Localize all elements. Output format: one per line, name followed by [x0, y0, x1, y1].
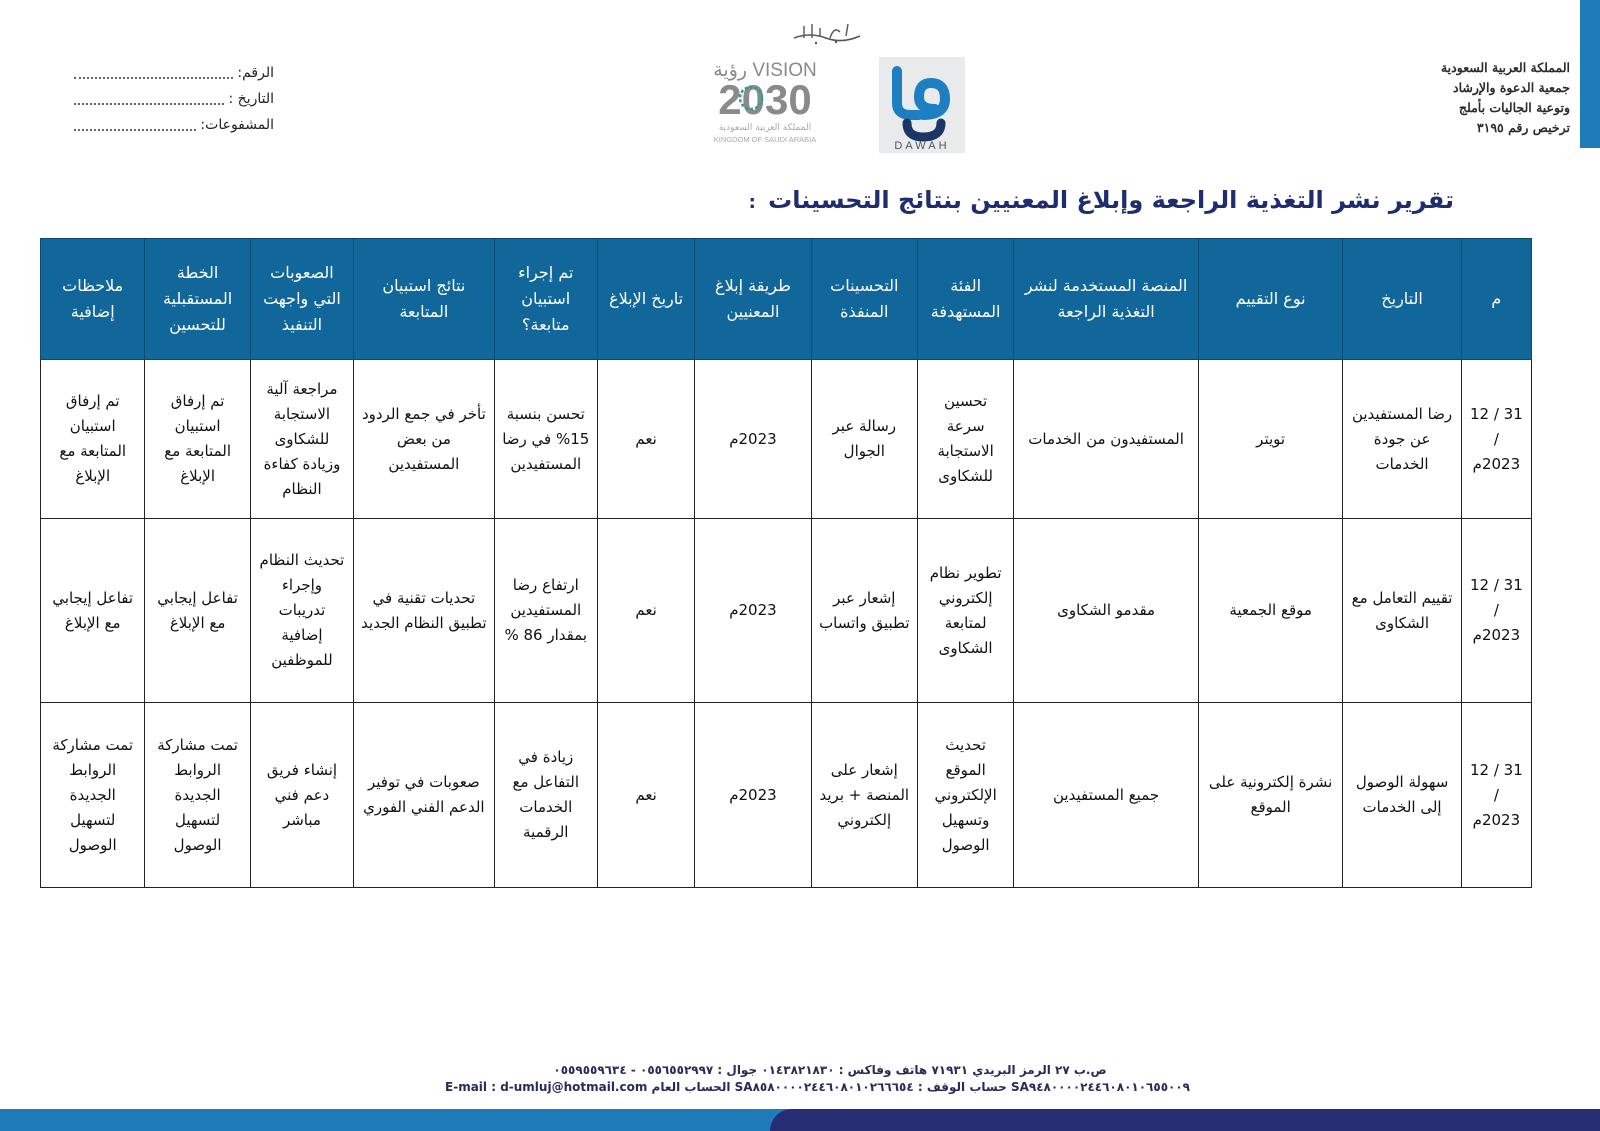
- column-header: الفئة المستهدفة: [917, 239, 1013, 360]
- svg-text:2030: 2030: [718, 76, 812, 123]
- table-cell: تحديات تقنية في تطبيق النظام الجديد: [354, 519, 494, 703]
- table-cell: تحسن بنسبة 15% في رضا المستفيدين: [494, 360, 597, 519]
- table-cell: سهولة الوصول إلى الخدمات: [1343, 703, 1461, 888]
- number-dotted-line: [74, 67, 233, 79]
- basmala-calligraphy: [790, 18, 870, 46]
- column-header: الصعوبات التي واجهت التنفيذ: [250, 239, 353, 360]
- table-cell: جميع المستفيدين: [1014, 703, 1199, 888]
- table-cell: زيادة في التفاعل مع الخدمات الرقمية: [494, 703, 597, 888]
- org-line-country: المملكة العربية السعودية: [1440, 60, 1570, 75]
- table-cell: تأخر في جمع الردود من بعض المستفيدين: [354, 360, 494, 519]
- column-header: المنصة المستخدمة لنشر التغذية الراجعة: [1014, 239, 1199, 360]
- table-row: [41, 360, 1532, 519]
- column-header: التحسينات المنفذة: [811, 239, 917, 360]
- table-cell: 2023م: [695, 703, 811, 888]
- reference-fields: [74, 60, 274, 138]
- column-header: م: [1461, 239, 1531, 360]
- footer-band-dark: [770, 1109, 1600, 1131]
- column-header: نوع التقييم: [1198, 239, 1342, 360]
- date-field: [74, 86, 274, 112]
- attachments-field: [74, 112, 274, 138]
- table-cell: 31 / 12 / 2023م: [1461, 519, 1531, 703]
- svg-text:المملكة العربية السعودية: المملكة العربية السعودية: [718, 123, 812, 133]
- org-line-branch: وتوعية الجاليات بأملج: [1458, 100, 1570, 115]
- table-cell: نشرة إلكترونية على الموقع: [1198, 703, 1342, 888]
- table-row: [41, 703, 1532, 888]
- table-cell: تويتر: [1198, 360, 1342, 519]
- table-cell: رسالة عبر الجوال: [811, 360, 917, 519]
- svg-text:KINGDOM OF SAUDI ARABIA: KINGDOM OF SAUDI ARABIA: [713, 135, 817, 144]
- table-cell: تفاعل إيجابي مع الإبلاغ: [145, 519, 250, 703]
- table-cell: نعم: [597, 519, 694, 703]
- footer-bank-line: SA٩٤٨٠٠٠٠٢٤٤٦٠٨٠١٠٦٥٥٠٠٩ حساب الوقف : SA٨٥٨٠٠٠٠٢٤٤٦٠٨٠١٠٢٦٦٦٥٤ الحساب العام E-mail : d-umluj@hotmail.com: [445, 1080, 1190, 1094]
- table-cell: تقييم التعامل مع الشكاوى: [1343, 519, 1461, 703]
- organization-name-block: [1370, 58, 1570, 138]
- table-cell: المستفيدون من الخدمات: [1014, 360, 1199, 519]
- table-cell: تحسين سرعة الاستجابة للشكاوى: [917, 360, 1013, 519]
- attachments-dotted-line: [74, 119, 196, 131]
- date-label: التاريخ :: [228, 91, 274, 107]
- table-cell: رضا المستفيدين عن جودة الخدمات: [1343, 360, 1461, 519]
- column-header: تاريخ الإبلاغ: [597, 239, 694, 360]
- svg-text:DAWAH: DAWAH: [894, 140, 950, 152]
- table-cell: تفاعل إيجابي مع الإبلاغ: [41, 519, 145, 703]
- table-cell: ارتفاع رضا المستفيدين بمقدار 86 %: [494, 519, 597, 703]
- footer-contact-line: ص.ب ٢٧ الرمز البريدي ٧١٩٣١ هاتف وفاكس : ٠١٤٣٨٢١٨٣٠ جوال : ٠٥٥٦٥٥٢٩٩٧ - ٠٥٥٩٥٥٩٦٣٤: [553, 1063, 1107, 1077]
- table-cell: إشعار على المنصة + بريد إلكتروني: [811, 703, 917, 888]
- dawah-logo: [879, 57, 965, 153]
- vision-2030-logo: [695, 54, 835, 150]
- table-cell: تم إرفاق استبيان المتابعة مع الإبلاغ: [41, 360, 145, 519]
- number-label: الرقم:: [237, 65, 274, 81]
- table-cell: 31 / 12 / 2023م: [1461, 703, 1531, 888]
- attachments-label: المشفوعات:: [200, 117, 274, 133]
- org-line-association: جمعية الدعوة والإرشاد: [1453, 80, 1570, 95]
- svg-text:VISION رؤية: VISION رؤية: [713, 60, 817, 81]
- table-cell: 2023م: [695, 360, 811, 519]
- table-cell: تطوير نظام إلكتروني لمتابعة الشكاوى: [917, 519, 1013, 703]
- table-cell: 2023م: [695, 519, 811, 703]
- date-dotted-line: [74, 93, 224, 105]
- table-cell: إنشاء فريق دعم فني مباشر: [250, 703, 353, 888]
- report-title-text: تقرير نشر التغذية الراجعة وإبلاغ المعنيين بنتائج التحسينات: [768, 186, 1454, 214]
- table-cell: موقع الجمعية: [1198, 519, 1342, 703]
- header-accent-stripe: [1580, 0, 1600, 148]
- table-cell: تمت مشاركة الروابط الجديدة لتسهيل الوصول: [145, 703, 250, 888]
- table-row: [41, 519, 1532, 703]
- column-header: نتائج استبيان المتابعة: [354, 239, 494, 360]
- table-header-row: [41, 239, 1532, 360]
- table-cell: إشعار عبر تطبيق واتساب: [811, 519, 917, 703]
- table-cell: تحديث الموقع الإلكتروني وتسهيل الوصول: [917, 703, 1013, 888]
- table-cell: تمت مشاركة الروابط الجديدة لتسهيل الوصول: [41, 703, 145, 888]
- table-cell: نعم: [597, 360, 694, 519]
- column-header: طريقة إبلاغ المعنيين: [695, 239, 811, 360]
- number-field: [74, 60, 274, 86]
- table-cell: صعوبات في توفير الدعم الفني الفوري: [354, 703, 494, 888]
- table-cell: نعم: [597, 703, 694, 888]
- report-title-colon: :: [748, 192, 756, 213]
- column-header: تم إجراء استبيان متابعة؟: [494, 239, 597, 360]
- table-cell: 31 / 12 / 2023م: [1461, 360, 1531, 519]
- feedback-report-table: [40, 238, 1532, 888]
- table-cell: تم إرفاق استبيان المتابعة مع الإبلاغ: [145, 360, 250, 519]
- report-title: [749, 186, 1454, 214]
- column-header: ملاحظات إضافية: [41, 239, 145, 360]
- column-header: الخطة المستقبلية للتحسين: [145, 239, 250, 360]
- column-header: التاريخ: [1343, 239, 1461, 360]
- table-cell: مقدمو الشكاوى: [1014, 519, 1199, 703]
- org-line-license: ترخيص رقم ٣١٩٥: [1476, 120, 1570, 135]
- table-cell: مراجعة آلية الاستجابة للشكاوى وزيادة كفاءة النظام: [250, 360, 353, 519]
- table-cell: تحديث النظام وإجراء تدريبات إضافية للموظفين: [250, 519, 353, 703]
